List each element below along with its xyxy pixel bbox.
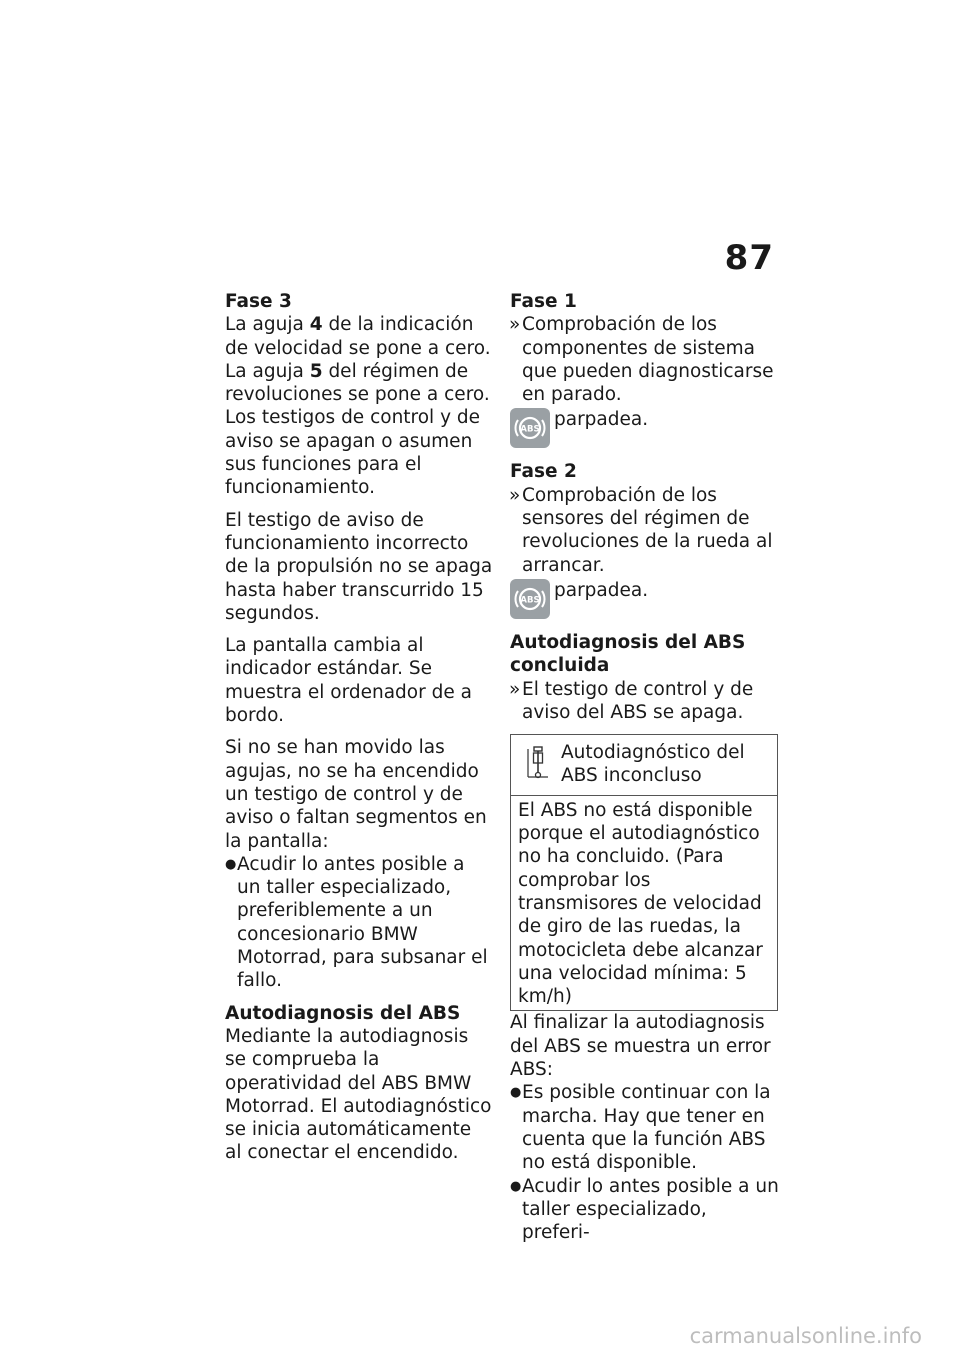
watermark: carmanualsonline.info xyxy=(689,1324,922,1348)
para-agujas: Si no se han movido las agujas, no se ha encendido un testigo de control y de aviso o faltan segmentos en la pantalla: xyxy=(225,737,487,852)
wrench-icon xyxy=(525,745,551,779)
after-para: Al finalizar la autodiagnosis del ABS se muestra un error ABS: xyxy=(510,1012,771,1081)
abs-icon-label: ABS xyxy=(520,595,540,606)
list-item: » El testigo de control y de aviso del ABS se apaga. xyxy=(509,678,754,723)
right-column xyxy=(510,290,780,1244)
status-text: parpadea. xyxy=(554,409,649,431)
notice-body: El ABS no está disponible porque el autodiagnóstico no ha concluido. (Para comprobar los transmisores de velocidad de giro de las ruedas, la motocicleta debe alcanzar una velocidad mínima: 5 km/h) xyxy=(518,799,763,1008)
abs-status-row xyxy=(510,408,780,448)
abs-icon-label: ABS xyxy=(520,424,540,435)
notice-title: Autodiagnóstico del ABS inconcluso xyxy=(561,742,745,787)
arrow-glyph: » xyxy=(509,314,521,336)
arrow-glyph: » xyxy=(509,678,521,700)
left-column xyxy=(225,290,493,1165)
bullet-glyph: ● xyxy=(225,856,237,872)
fase3-text-3: Los testigos de control y de aviso se apagan o asumen sus funciones para el funcionamiento. xyxy=(225,407,481,499)
page-number: 87 xyxy=(724,238,774,278)
list-item: » Comprobación de los componentes de sistema que pueden diagnosticarse en parado. xyxy=(509,314,774,406)
abs-warning-icon xyxy=(510,408,550,448)
bullet-glyph: ● xyxy=(510,1178,522,1194)
bullet-glyph: ● xyxy=(510,1085,522,1101)
abs-warning-icon xyxy=(510,579,550,619)
fase1-heading: Fase 1 xyxy=(510,291,577,312)
fase3-text-2: La aguja 5 del régimen de revoluciones se pone a cero. xyxy=(225,360,490,406)
concluida-heading: Autodiagnosis del ABS concluida xyxy=(510,631,746,677)
notice-header xyxy=(511,735,777,796)
para-propulsion: El testigo de aviso de funcionamiento incorrecto de la propulsión no se apaga hasta haber transcurrido 15 segundos. xyxy=(225,509,493,624)
abs-status-row xyxy=(510,579,780,619)
fase3-heading: Fase 3 xyxy=(225,291,292,312)
status-text: parpadea. xyxy=(554,579,649,601)
list-item: ● Es posible continuar con la marcha. Hay que tener en cuenta que la función ABS no está disponible. xyxy=(510,1082,771,1174)
list-item: ● Acudir lo antes posible a un taller especializado, preferiblemente a un concesionario BMW Motorrad, para subsanar el fallo. xyxy=(225,853,488,992)
list-item: ● Acudir lo antes posible a un taller especializado, preferi- xyxy=(510,1175,779,1244)
fase3-text-1: La aguja 4 de la indicación de velocidad se pone a cero. xyxy=(225,314,491,359)
arrow-glyph: » xyxy=(509,484,521,506)
notice-box xyxy=(510,734,778,1011)
para-pantalla: La pantalla cambia al indicador estándar. Se muestra el ordenador de a bordo. xyxy=(225,635,472,727)
list-item: » Comprobación de los sensores del régimen de revoluciones de la rueda al arrancar. xyxy=(509,484,773,576)
fase2-heading: Fase 2 xyxy=(510,461,577,483)
abs-heading: Autodiagnosis del ABS xyxy=(225,1002,461,1024)
abs-para: Mediante la autodiagnosis se comprueba la operatividad del ABS BMW Motorrad. El autodiagnóstico se inicia automáticamente al conectar el encendido. xyxy=(225,1025,492,1164)
